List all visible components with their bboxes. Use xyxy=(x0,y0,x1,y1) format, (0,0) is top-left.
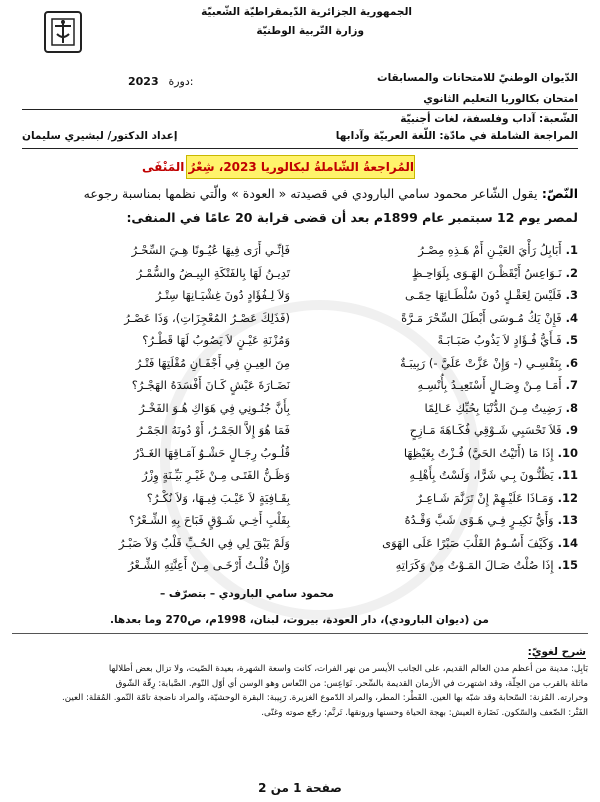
intro-text-1: يقول الشّاعر محمود سامي البارودي في قصيدته « العودة » والّتي نظمها بمناسبة رجوعه xyxy=(83,186,538,201)
verse-first-hemistich xyxy=(288,265,578,281)
header-rule-2 xyxy=(22,148,578,149)
verse-text-right: رَضِيتُ مِـنَ الدُّنْيَا بِحُبِّكِ عَـالِمًا xyxy=(424,400,562,415)
glossary-line: وحرارته. المُزنة: السّحابة وقد شبّه بها العين. القَطْر: المطر، والمراد الدّموع الغزيرة. رَبِيبة: البقرة الوحشيّة، والمراد ناضجة تامّة النّمو. المُقلة: العين. xyxy=(61,693,588,703)
verse-second-hemistich: تَدِيـنُ لَهَا بِالفَتْكَةِ البِيـضُ والسُّمْـرُ xyxy=(136,265,290,280)
verse-first-hemistich xyxy=(288,332,578,348)
page-title: المُراجعةُ الشّاملةُ لبكالوريا 2023، شِعْرُ المَنْفَى xyxy=(186,155,415,179)
verse-text-right: إِذَا مَا (أَتَيْتُ الحَيَّ) فُـزْتُ بِغَيْظِهَا xyxy=(403,445,554,460)
verse-first-hemistich xyxy=(288,422,578,438)
glossary-line: الفَتْر: الضّعف والسّكون. نَضَارة العيش: بهجة الحياة وحسنها ورونقها. تَرنَّم: رجّع صوته وغنّى. xyxy=(261,707,588,718)
verse-number: 2. xyxy=(565,265,578,280)
verse-second-hemistich: بِأَنَّ جُنُـونِي فِي هَوَاكِ هُـوَ الفَخْـرُ xyxy=(139,400,290,415)
verse-first-hemistich xyxy=(288,557,578,573)
glossary-rule xyxy=(12,633,588,634)
intro-label: النّصّ: xyxy=(541,186,578,201)
verse-text-right: نَـوَاعِسُ أَيْقَظْـنَ الهَـوَى بِلَوَاحِـظٍ xyxy=(411,265,562,280)
verse-first-hemistich xyxy=(288,490,578,506)
prepared-by: إعداد الدكتور/ لبشيري سليمان xyxy=(22,130,178,142)
ministry-logo-icon xyxy=(43,10,83,56)
verse-first-hemistich xyxy=(288,242,578,258)
verse-second-hemistich: قُلُـوبُ رِجَـالٍ حَشْـوُ آمَـاقِهَا الغَـدْرُ xyxy=(133,445,290,460)
review-subject: المراجعة الشاملة في مادّة: اللّغة العربيّة وآدابها xyxy=(335,130,578,142)
verse-second-hemistich: وَلاَ لِـفُؤَادٍ دُونَ غِشْيَـانِهَا سِتْـرُ xyxy=(155,288,290,302)
glossary-line: بَابِل: مدينة من أعظم مدن العالم القديم، على الجانب الأيسر من نهر الفرات، كانت واسعة الشهرة، بعيدة الصّيت، ولا تزال بعض أطلالها xyxy=(108,664,588,674)
session xyxy=(128,75,193,88)
verse-second-hemistich: وَظَـنُّ الفَتَـى مِـنْ غَيْـرِ بَيِّـنَةٍ وِزْرُ xyxy=(142,468,290,482)
verse-text-right: فَـأَيُّ فُـؤَادٍ لاَ يَذُوبُ صَبَـابَـةً xyxy=(437,333,562,347)
verse-second-hemistich: نَضَـارَةَ عَيْشٍ كَـانَ أَفْسَدَهُ الهَجْـرُ؟ xyxy=(131,378,290,392)
verse-first-hemistich xyxy=(288,512,578,528)
verse-number: 6. xyxy=(565,355,578,370)
poet-attribution: محمود سامي البارودي – بتصرّف – xyxy=(160,588,334,600)
verse-first-hemistich xyxy=(288,467,578,483)
verse-second-hemistich: وَلَمْ يَبْقَ لِي فِي الحُـبِّ قَلْبٌ وَلاَ صَبْـرُ xyxy=(118,535,290,550)
glossary-title: شرح لغويّ: xyxy=(527,646,586,658)
verse-text-right: أَبَابِلُ رَأْيَ العَيْـنِ أَمْ هَـذِهِ مِصْـرُ xyxy=(418,243,562,257)
verse-number: 14. xyxy=(557,535,578,550)
verse-text-right: فَلاَ تَحْسَبِي شَـوْقِي فُكَـاهَةَ مَـازِحٍ xyxy=(409,423,562,437)
verse-number: 7. xyxy=(565,378,578,392)
exam-branch: الشّعبة: آداب وفلسفة، لغات أجنبيّة xyxy=(400,113,578,125)
verse-text-right: وَكَيْفَ أَسُـومُ القَلْبَ صَبْرًا عَلَى الهَوَى xyxy=(382,535,554,550)
verse-first-hemistich xyxy=(288,445,578,461)
verse-number: 9. xyxy=(565,423,578,437)
verse-first-hemistich xyxy=(288,535,578,551)
exam-office: الدّيوان الوطنيّ للامتحانات والمسابقات xyxy=(377,72,578,84)
exam-name: امتحان بكالوريا التعليم الثانوي xyxy=(423,93,578,105)
intro-line-1 xyxy=(18,183,578,205)
verse-text-right: فَلَيْسَ لِعَقْـلٍ دُونَ سُلْطَـانِهَا حِمًـى xyxy=(405,288,562,302)
verse-first-hemistich xyxy=(288,355,578,371)
verse-second-hemistich: وَإِنْ قُلْـتُ أَرْخَـى مِـنْ أَعِنَّتِهِ الشِّـعْرُ xyxy=(128,558,290,572)
verse-text-right: إِذَا صُلْتُ صَـالَ المَـوْتُ مِنْ وَكَرَاتِهِ xyxy=(395,558,554,572)
verse-number: 1. xyxy=(565,243,578,257)
verse-text-right: يَظُنُّـونَ بِـي شَرًّا، وَلَسْتُ بِأَهْلِـهِ xyxy=(409,468,554,482)
verse-number: 12. xyxy=(557,490,578,505)
verse-text-right: بِنَفْسِـي (- وَإِنْ عَزَّتْ عَلَيَّ -) رَبِيبَـةٌ xyxy=(399,355,562,370)
verse-first-hemistich xyxy=(288,400,578,416)
verse-number: 15. xyxy=(557,558,578,572)
intro-line-2: لمصر يوم 12 سبتمبر عام 1899م بعد أن قضى قرابة 20 عامًا في المنفى: xyxy=(126,210,578,225)
glossary-line: ماثلة بالقرب من الحِلّة، وقد اشتهرت في الأزمان القديمة بالسِّحر. نَوَاعِس: من النّعاس وهو الوسن أي أوّل النّوم. الصَّبابة: رِقّة الشّوق xyxy=(115,678,588,689)
verse-second-hemistich: (فَذَلِكَ عَصْـرُ المُعْجِزَاتِ)، وَذَا عَصْـرُ xyxy=(124,310,290,325)
header-rule xyxy=(22,109,578,110)
verse-number: 8. xyxy=(565,400,578,415)
verse-number: 10. xyxy=(557,445,578,460)
ministry-title: وزارة التّربية الوطنيّة xyxy=(256,25,364,37)
glossary-body xyxy=(12,662,588,720)
session-label: دورة: xyxy=(168,75,194,88)
verse-second-hemistich: بِقَلْبِ أَخِـي شَـوْقٍ فَبَاحَ بِهِ الشِّـعْرُ؟ xyxy=(128,513,290,527)
verse-number: 5. xyxy=(565,333,578,347)
verse-second-hemistich: بِقَـافِيَةٍ لاَ عَيْـبَ فِيـهَا، وَلاَ نُكْـرُ؟ xyxy=(146,490,290,505)
verse-first-hemistich xyxy=(288,287,578,303)
verse-second-hemistich: فَإنِّـي أَرَى فِيهَا عُيُـونًا هِـيَ السِّحْـرُ xyxy=(131,243,290,257)
republic-title: الجمهورية الجزائرية الدّيمقراطيّة الشّعبيّة xyxy=(201,6,412,18)
verse-text-right: وَمَـاذَا عَلَيْـهِمْ إِنْ تَرَنَّمَ شَـاعِـرٌ xyxy=(416,490,554,505)
verse-number: 13. xyxy=(557,513,578,527)
verse-number: 11. xyxy=(557,468,578,482)
verse-second-hemistich: وَمُزْنَةِ عَيْـنٍ لاَ يَصُوبُ لَهَا قَطْـرُ؟ xyxy=(142,333,290,347)
verse-second-hemistich: فَمَا هُوَ إِلاَّ الجَمْـرُ، أَوْ دُونَهُ الجَمْـرُ xyxy=(137,423,290,437)
verse-number: 4. xyxy=(565,310,578,325)
verse-text-right: فَإِنْ يَكُ مُـوسَى أَبْطَلَ السِّحْرَ مَـرَّةً xyxy=(401,310,562,325)
verse-second-hemistich: مِنَ العِيـنِ فِي أَجْفَـانِ مُقْلَتِهَا فَتْـرُ xyxy=(135,355,290,370)
verse-number: 3. xyxy=(565,288,578,302)
verse-text-right: وَأَيُّ نَكِيـرٍ فِـي هَـوًى شَبَّ وَقْـدُهُ xyxy=(404,513,554,527)
page-number: صفحة 1 من 2 xyxy=(258,781,342,795)
verse-first-hemistich xyxy=(288,310,578,326)
poem-source: من (ديوان البارودي)، دار العودة، بيروت، لبنان، 1998م، ص270 وما بعدها. xyxy=(110,614,489,626)
verse-text-right: أَمَـا مِـنْ وِصَـالٍ أَسْتَعِيـدُ بِأُنْسِـهِ xyxy=(417,378,562,392)
session-year: 2023 xyxy=(128,75,159,88)
verse-first-hemistich xyxy=(288,377,578,393)
